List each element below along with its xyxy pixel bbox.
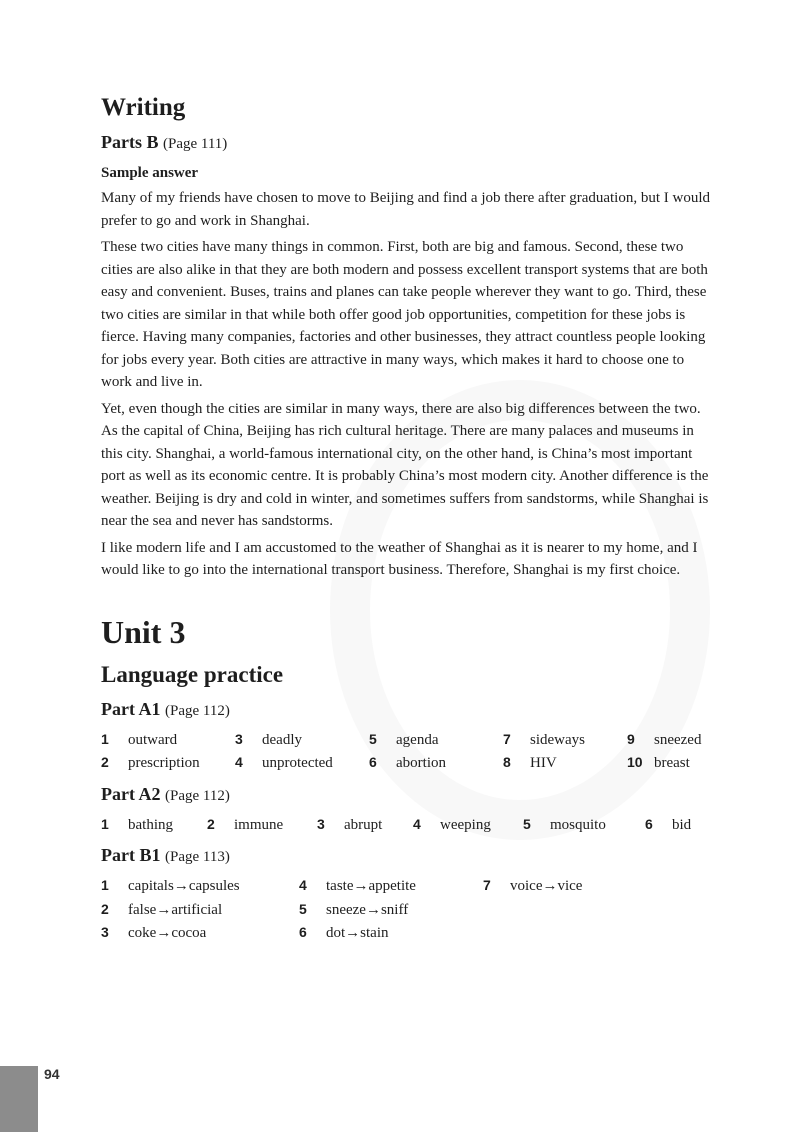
- part-a1-answers: [101, 728, 716, 775]
- answer-item: [627, 728, 727, 752]
- answer-text: outward: [128, 731, 178, 748]
- answer-text: sideways: [530, 731, 585, 748]
- answer-number: 6: [369, 754, 377, 770]
- answer-item: [101, 898, 299, 922]
- answer-number: 7: [483, 877, 491, 893]
- answer-item: [483, 874, 683, 898]
- answer-text: immune: [234, 816, 284, 833]
- answer-text: breast: [654, 755, 690, 771]
- part-a2-answers: [101, 813, 716, 837]
- answer-item: [627, 751, 727, 775]
- answer-item: [503, 728, 627, 752]
- part-b-page-ref: (Page 111): [163, 136, 228, 152]
- answer-text: prescription: [128, 755, 200, 771]
- answer-text: HIV: [530, 755, 557, 771]
- answer-item: [299, 898, 483, 922]
- paragraph-4: I like modern life and I am accustomed to the weather of Shanghai as it is nearer to my home, and I would like to go into the international transport business. Therefore, Shanghai is my first choice.: [101, 539, 698, 578]
- answer-number: 5: [299, 900, 307, 917]
- answer-number: 9: [627, 730, 635, 747]
- answer-number: 1: [101, 877, 109, 893]
- answer-item: [207, 813, 317, 837]
- answer-number: 5: [369, 730, 377, 747]
- unit-title: Unit 3: [101, 613, 186, 650]
- answer-text: bathing: [128, 816, 173, 833]
- answer-item: [235, 751, 369, 775]
- answer-text: abortion: [396, 755, 446, 771]
- answer-item: [413, 813, 523, 837]
- answer-number: 3: [235, 730, 243, 747]
- part-b1-page-ref: (Page 113): [164, 849, 230, 865]
- answer-text: taste→appetite: [326, 878, 416, 894]
- answer-item: [299, 921, 483, 945]
- answer-text: weeping: [440, 816, 491, 833]
- answer-text: unprotected: [262, 755, 333, 771]
- answer-text: voice→vice: [510, 878, 583, 894]
- answer-item: [503, 751, 627, 775]
- part-a1-heading: [101, 696, 716, 724]
- answer-item: [483, 921, 683, 945]
- answer-number: 8: [503, 754, 511, 770]
- paragraph-1: Many of my friends have chosen to move to Beijing and find a job there after graduation, but I would prefer to go and work in Shanghai.: [101, 190, 711, 229]
- sample-answer-label: Sample answer: [101, 165, 199, 181]
- answer-text: sneezed: [654, 731, 702, 748]
- answer-item: [369, 751, 503, 775]
- answer-number: 4: [299, 877, 307, 893]
- answer-number: 7: [503, 730, 511, 747]
- answer-text: false→artificial: [128, 901, 223, 918]
- answer-number: 4: [413, 815, 421, 832]
- answer-item: [317, 813, 413, 837]
- answer-item: [101, 728, 235, 752]
- answer-number: 6: [299, 924, 307, 940]
- part-b1-heading: [101, 842, 716, 870]
- answer-text: dot→stain: [326, 925, 389, 941]
- answer-text: mosquito: [550, 816, 606, 833]
- answer-number: 3: [101, 924, 109, 940]
- answer-number: 1: [101, 730, 109, 747]
- answer-text: bid: [672, 816, 692, 833]
- paragraph-2: These two cities have many things in common. First, both are big and famous. Second, these two cities are also alike in that they are both modern and possess excellent transport systems that are both easy and convenient. Buses, trains and planes can take people wherever they want to go. Third, these two cities are similar in that while both offer good job opportunities, competition for these jobs is fierce. Having many companies, factories and other businesses, they attract countless people looking for jobs every year. Both cities are attractive in many ways, which makes it hard to choose one to work and live in.: [101, 239, 708, 390]
- page-number: 94: [44, 1066, 60, 1082]
- answer-number: 6: [645, 815, 653, 832]
- answer-text: abrupt: [344, 816, 383, 833]
- part-b-title: Parts B: [101, 132, 159, 152]
- answer-number: 2: [101, 754, 109, 770]
- answer-item: [101, 751, 235, 775]
- answer-number: 3: [317, 815, 325, 832]
- answer-item: [235, 728, 369, 752]
- answer-number: 1: [101, 815, 109, 832]
- part-a2-heading: [101, 781, 716, 809]
- answer-number: 2: [207, 815, 215, 832]
- part-a1-page-ref: (Page 112): [164, 702, 230, 719]
- language-practice-heading: Language practice: [101, 661, 284, 687]
- page-content: [101, 93, 716, 951]
- answer-item: [523, 813, 645, 837]
- answer-number: 4: [235, 754, 243, 770]
- answer-text: sneeze→sniff: [326, 901, 409, 918]
- answer-text: coke→cocoa: [128, 925, 207, 941]
- answer-item: [101, 921, 299, 945]
- part-b-heading: [101, 129, 716, 157]
- part-a1-title: Part A1: [101, 698, 161, 719]
- answer-number: 10: [627, 754, 643, 770]
- answer-text: agenda: [396, 731, 439, 748]
- answer-item: [101, 813, 207, 837]
- part-b1-answers: [101, 874, 716, 945]
- answer-number: 5: [523, 815, 531, 832]
- answer-item: [299, 874, 483, 898]
- answer-number: 2: [101, 900, 109, 917]
- section-title-writing: Writing: [101, 94, 186, 121]
- answer-text: deadly: [262, 731, 302, 748]
- answer-item: [369, 728, 503, 752]
- part-a2-title: Part A2: [101, 783, 161, 804]
- paragraph-3: Yet, even though the cities are similar in many ways, there are also big differences between the two. As the capital of China, Beijing has rich cultural heritage. There are many palaces and museums in this city. Shanghai, a world-famous international city, on the other hand, is China’s most important port as well as its economic centre. It is probably China’s most modern city. Another difference is the weather. Beijing is dry and cold in winter, and sometimes suffers from sandstorms, while Shanghai is near the sea and never has sandstorms.: [101, 400, 709, 529]
- page-tab: [0, 1066, 38, 1132]
- part-b1-title: Part B1: [101, 845, 161, 865]
- answer-text: capitals→capsules: [128, 878, 240, 894]
- answer-item: [645, 813, 705, 837]
- answer-item: [101, 874, 299, 898]
- answer-item: [483, 898, 683, 922]
- part-a2-page-ref: (Page 112): [164, 787, 230, 804]
